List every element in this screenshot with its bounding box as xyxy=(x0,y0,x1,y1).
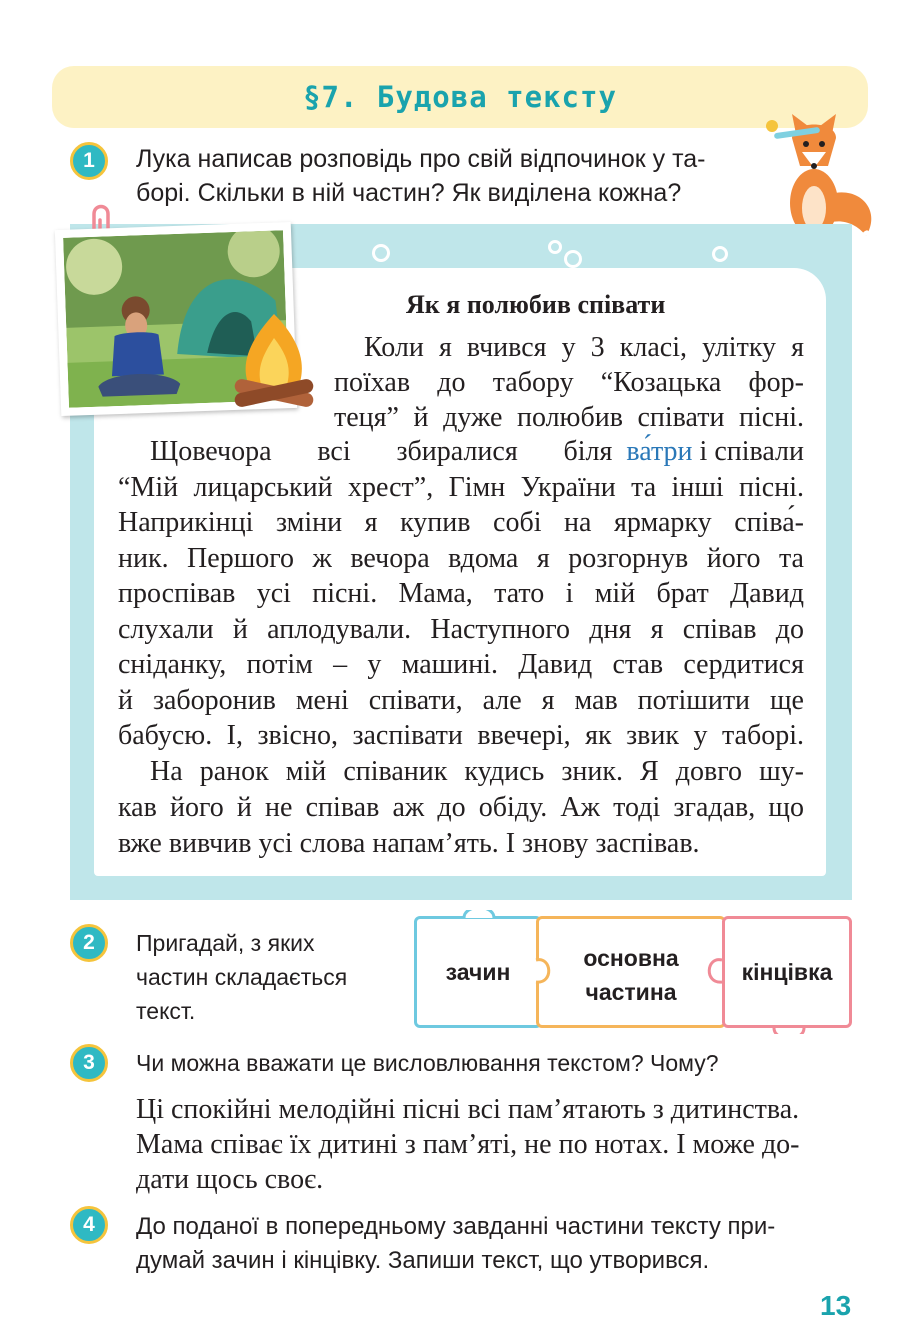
task-2-text xyxy=(136,926,347,1028)
story-heading: Як я полюбив співати xyxy=(406,290,666,319)
task-1-text xyxy=(136,142,705,210)
story-line: “Мій лицарський хрест”, Гімн України та інші пісні. xyxy=(118,472,804,503)
story-line: проспівав усі пісні. Мама, тато і мій брат Давид xyxy=(118,578,804,609)
task-1-line: Лука написав розповідь про свій відпочинок у та- xyxy=(136,145,706,173)
decor-bubble xyxy=(712,246,728,262)
story-line: На ранок мій співаник кудись зник. Я довго шу- xyxy=(150,756,804,787)
puzzle-label: кінцівка xyxy=(741,959,833,985)
task-3-question: Чи можна вважати це висловлювання текстом? Чому? xyxy=(136,1050,719,1076)
task-number-badge: 1 xyxy=(70,142,108,180)
task-2-line: текст. xyxy=(136,998,196,1024)
puzzle-knobs xyxy=(414,910,854,1034)
story-line-end: і співали xyxy=(692,436,804,467)
campfire-illustration xyxy=(228,308,320,418)
story-line-start: Щовечора всі збиралися біля xyxy=(150,436,620,467)
page-number: 13 xyxy=(820,1290,852,1321)
puzzle-label: частина xyxy=(585,979,677,1005)
page-title: §7. Будова тексту xyxy=(303,80,617,114)
story-line: слухали й аплодували. Наступного дня я співав до xyxy=(118,614,804,645)
task-number-badge: 2 xyxy=(70,924,108,962)
task-4-line: думай зачин і кінцівку. Запиши текст, що утворився. xyxy=(136,1247,710,1274)
decor-bubble xyxy=(564,250,582,268)
story-line: поїхав до табору “Козацька фор- xyxy=(334,367,804,398)
fox-illustration xyxy=(754,108,884,243)
task-1-line: борі. Скільки в ній частин? Як виділена кожна? xyxy=(136,179,682,207)
story-line xyxy=(150,436,804,468)
glossary-word-vatry[interactable]: ва́три xyxy=(626,436,693,467)
task-3-line: Ці спокійні мелодійні пісні всі пам’ятають з дитинства. xyxy=(136,1094,800,1125)
story-line: Наприкінці зміни я купив собі на ярмарку співа́- xyxy=(118,507,804,538)
story-line: ник. Першого ж вечора вдома я розгорнув його та xyxy=(118,543,804,574)
task-4-text xyxy=(136,1210,775,1278)
task-3-line: дати щось своє. xyxy=(136,1164,324,1195)
task-3-statement xyxy=(136,1092,800,1197)
story-line: й заборонив мені співати, але я мав потішити ще xyxy=(118,685,804,716)
decor-bubble xyxy=(548,240,562,254)
task-4-line: До поданої в попередньому завданні частини тексту при- xyxy=(136,1213,776,1240)
story-line: кав його й не співав аж до обіду. Аж тоді згадав, що xyxy=(118,792,804,823)
title-bar xyxy=(52,66,868,128)
story-line: Коли я вчився у 3 класі, улітку я xyxy=(364,332,804,363)
puzzle-label: зачин xyxy=(445,959,511,985)
decor-bubble xyxy=(372,244,390,262)
task-3-line: Мама співає їх дитині з пам’яті, не по нотах. І може до- xyxy=(136,1129,800,1160)
story-line: сніданку, потім – у машині. Давид став сердитися xyxy=(118,649,804,680)
puzzle-label: основна xyxy=(583,945,679,971)
task-2-line: частин складається xyxy=(136,964,348,990)
task-number-badge: 3 xyxy=(70,1044,108,1082)
story-line: бабусю. І, звісно, заспівати ввечері, як звик у таборі. xyxy=(118,720,804,751)
story-line: вже вивчив усі слова напам’ять. І знову заспівав. xyxy=(118,828,700,859)
task-2-line: Пригадай, з яких xyxy=(136,930,315,956)
task-number-badge: 4 xyxy=(70,1206,108,1244)
story-line: теця” й дуже полюбив співати пісні. xyxy=(334,402,804,433)
